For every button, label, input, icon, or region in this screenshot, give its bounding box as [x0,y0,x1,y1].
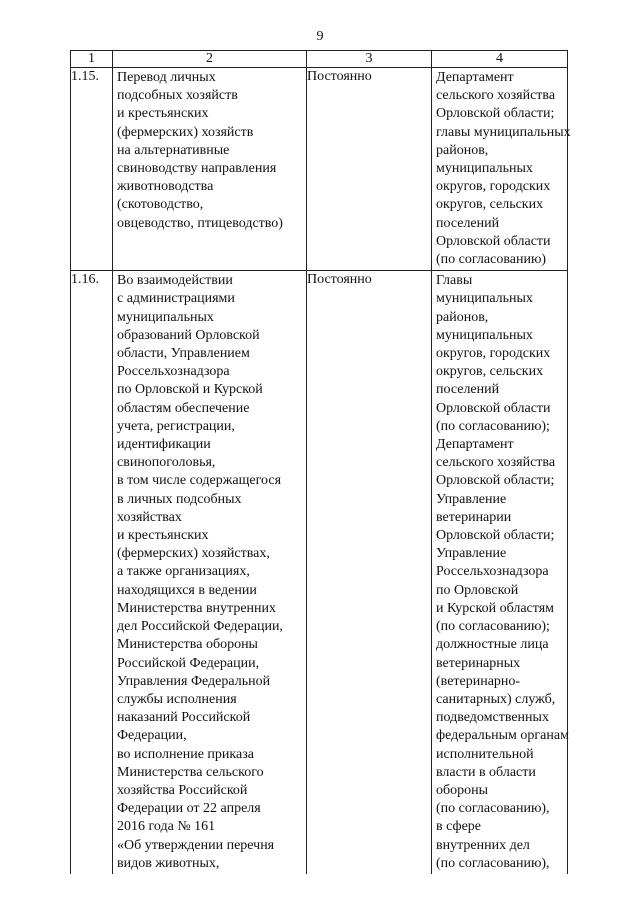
responsible-line: исполнительной [436,746,534,762]
measure-cell [113,271,307,874]
responsible-line: Управление [436,491,507,507]
measure-line: дел Российской Федерации, [117,619,283,635]
measure-line: идентификации [117,437,211,453]
measure-line: Министерства обороны [117,637,258,653]
measure-line: (фермерских) хозяйствах, [117,546,270,562]
responsible-line: муниципальных [436,327,533,343]
measures-table [70,50,571,874]
responsible-line: поселений [436,382,500,398]
responsible-line: округов, городских [436,346,551,362]
responsible-line: санитарных) служб, [436,691,556,707]
row-number: 1.15. [71,68,113,271]
term-cell: Постоянно [307,271,432,874]
responsible-line: Орловской области [436,400,551,416]
header-col-1: 1 [71,51,113,68]
measure-line: и крестьянских [117,106,209,122]
responsible-line: сельского хозяйства [436,88,556,104]
measure-line: хозяйства Российской [117,782,248,798]
responsible-line: Орловской области; [436,473,555,489]
responsible-line: должностные лица [436,637,549,653]
measure-line: службы исполнения [117,691,237,707]
measure-line: Федерации от 22 апреля [117,801,261,817]
measure-line: животноводства [117,179,214,195]
responsible-line: районов, [436,309,489,325]
responsible-line: главы муниципальных [436,124,571,140]
responsible-line: Главы [436,273,473,289]
measure-line: во исполнение приказа [117,746,254,762]
measure-line: Российской Федерации, [117,655,260,671]
measure-line: овцеводство, птицеводство) [117,215,283,231]
responsible-line: подведомственных [436,710,549,726]
responsible-line: Департамент [436,70,514,85]
responsible-line: обороны [436,782,489,798]
measure-line: (скотоводство, [117,197,204,213]
measure-line: муниципальных [117,309,214,325]
measure-line: в том числе содержащегося [117,473,282,489]
measure-line: (фермерских) хозяйств [117,124,254,140]
measure-line: находящихся в ведении [117,582,257,598]
responsible-line: Управление [436,546,507,562]
responsible-line: ветеринарных [436,655,521,671]
responsible-cell [432,68,571,271]
responsible-line: ветеринарии [436,509,512,525]
measure-line: учета, регистрации, [117,418,235,434]
row-number: 1.16. [71,271,113,874]
responsible-line: по Орловской [436,582,519,598]
header-col-3: 3 [307,51,432,68]
responsible-line: Орловской области [436,233,551,249]
measure-line: Во взаимодействии [117,273,233,289]
responsible-line: округов, сельских [436,197,544,213]
measure-line: образований Орловской [117,327,260,343]
responsible-line: муниципальных [436,161,533,177]
measure-line: и крестьянских [117,528,209,544]
responsible-line: Департамент [436,437,514,453]
responsible-line: (по согласованию), [436,801,550,817]
term-cell: Постоянно [307,68,432,271]
measure-line: по Орловской и Курской [117,382,263,398]
header-col-4: 4 [432,51,568,68]
measure-line: Федерации, [117,728,187,744]
responsible-line: и Курской областям [436,600,554,616]
measure-line: свинопоголовья, [117,455,216,471]
measure-line: с администрациями [117,291,235,307]
responsible-line: (по согласованию) [436,252,547,268]
table-row [71,271,568,874]
measure-line: Министерства сельского [117,764,264,780]
responsible-line: в сфере [436,819,481,835]
table-header-row [71,51,568,68]
measure-line: а также организациях, [117,564,250,580]
measure-line: подсобных хозяйств [117,88,238,104]
responsible-line: внутренних дел [436,837,530,853]
header-col-2: 2 [113,51,307,68]
measure-cell [113,68,307,271]
responsible-line: федеральным органам [436,728,569,744]
measure-line: в личных подсобных [117,491,242,507]
table-row [71,68,568,271]
page-number: 9 [316,29,324,44]
responsible-line: (по согласованию); [436,619,550,635]
measure-line: хозяйствах [117,509,182,525]
responsible-line: Россельхознадзора [436,564,549,580]
responsible-line: Орловской области; [436,106,555,122]
measure-line: видов животных, [117,855,220,871]
responsible-line: (ветеринарно- [436,673,521,689]
measure-line: областям обеспечение [117,400,250,416]
responsible-line: сельского хозяйства [436,455,556,471]
measure-line: свиноводству направления [117,161,277,177]
measure-line: Министерства внутренних [117,600,277,616]
measure-line: наказаний Российской [117,710,251,726]
measure-line: области, Управлением [117,346,250,362]
measure-line: 2016 года № 161 [117,819,216,835]
measure-line: на альтернативные [117,142,230,158]
responsible-line: округов, сельских [436,364,544,380]
responsible-line: власти в области [436,764,536,780]
measure-line: Россельхознадзора [117,364,230,380]
responsible-cell [432,271,568,874]
responsible-line: муниципальных [436,291,533,307]
responsible-line: (по согласованию); [436,418,550,434]
responsible-line: округов, городских [436,179,551,195]
responsible-line: (по согласованию), [436,855,550,871]
measure-line: «Об утверждении перечня [117,837,275,853]
responsible-line: районов, [436,142,489,158]
responsible-line: поселений [436,215,500,231]
responsible-line: Орловской области; [436,528,555,544]
measure-line: Управления Федеральной [117,673,271,689]
measure-line: Перевод личных [117,70,216,85]
